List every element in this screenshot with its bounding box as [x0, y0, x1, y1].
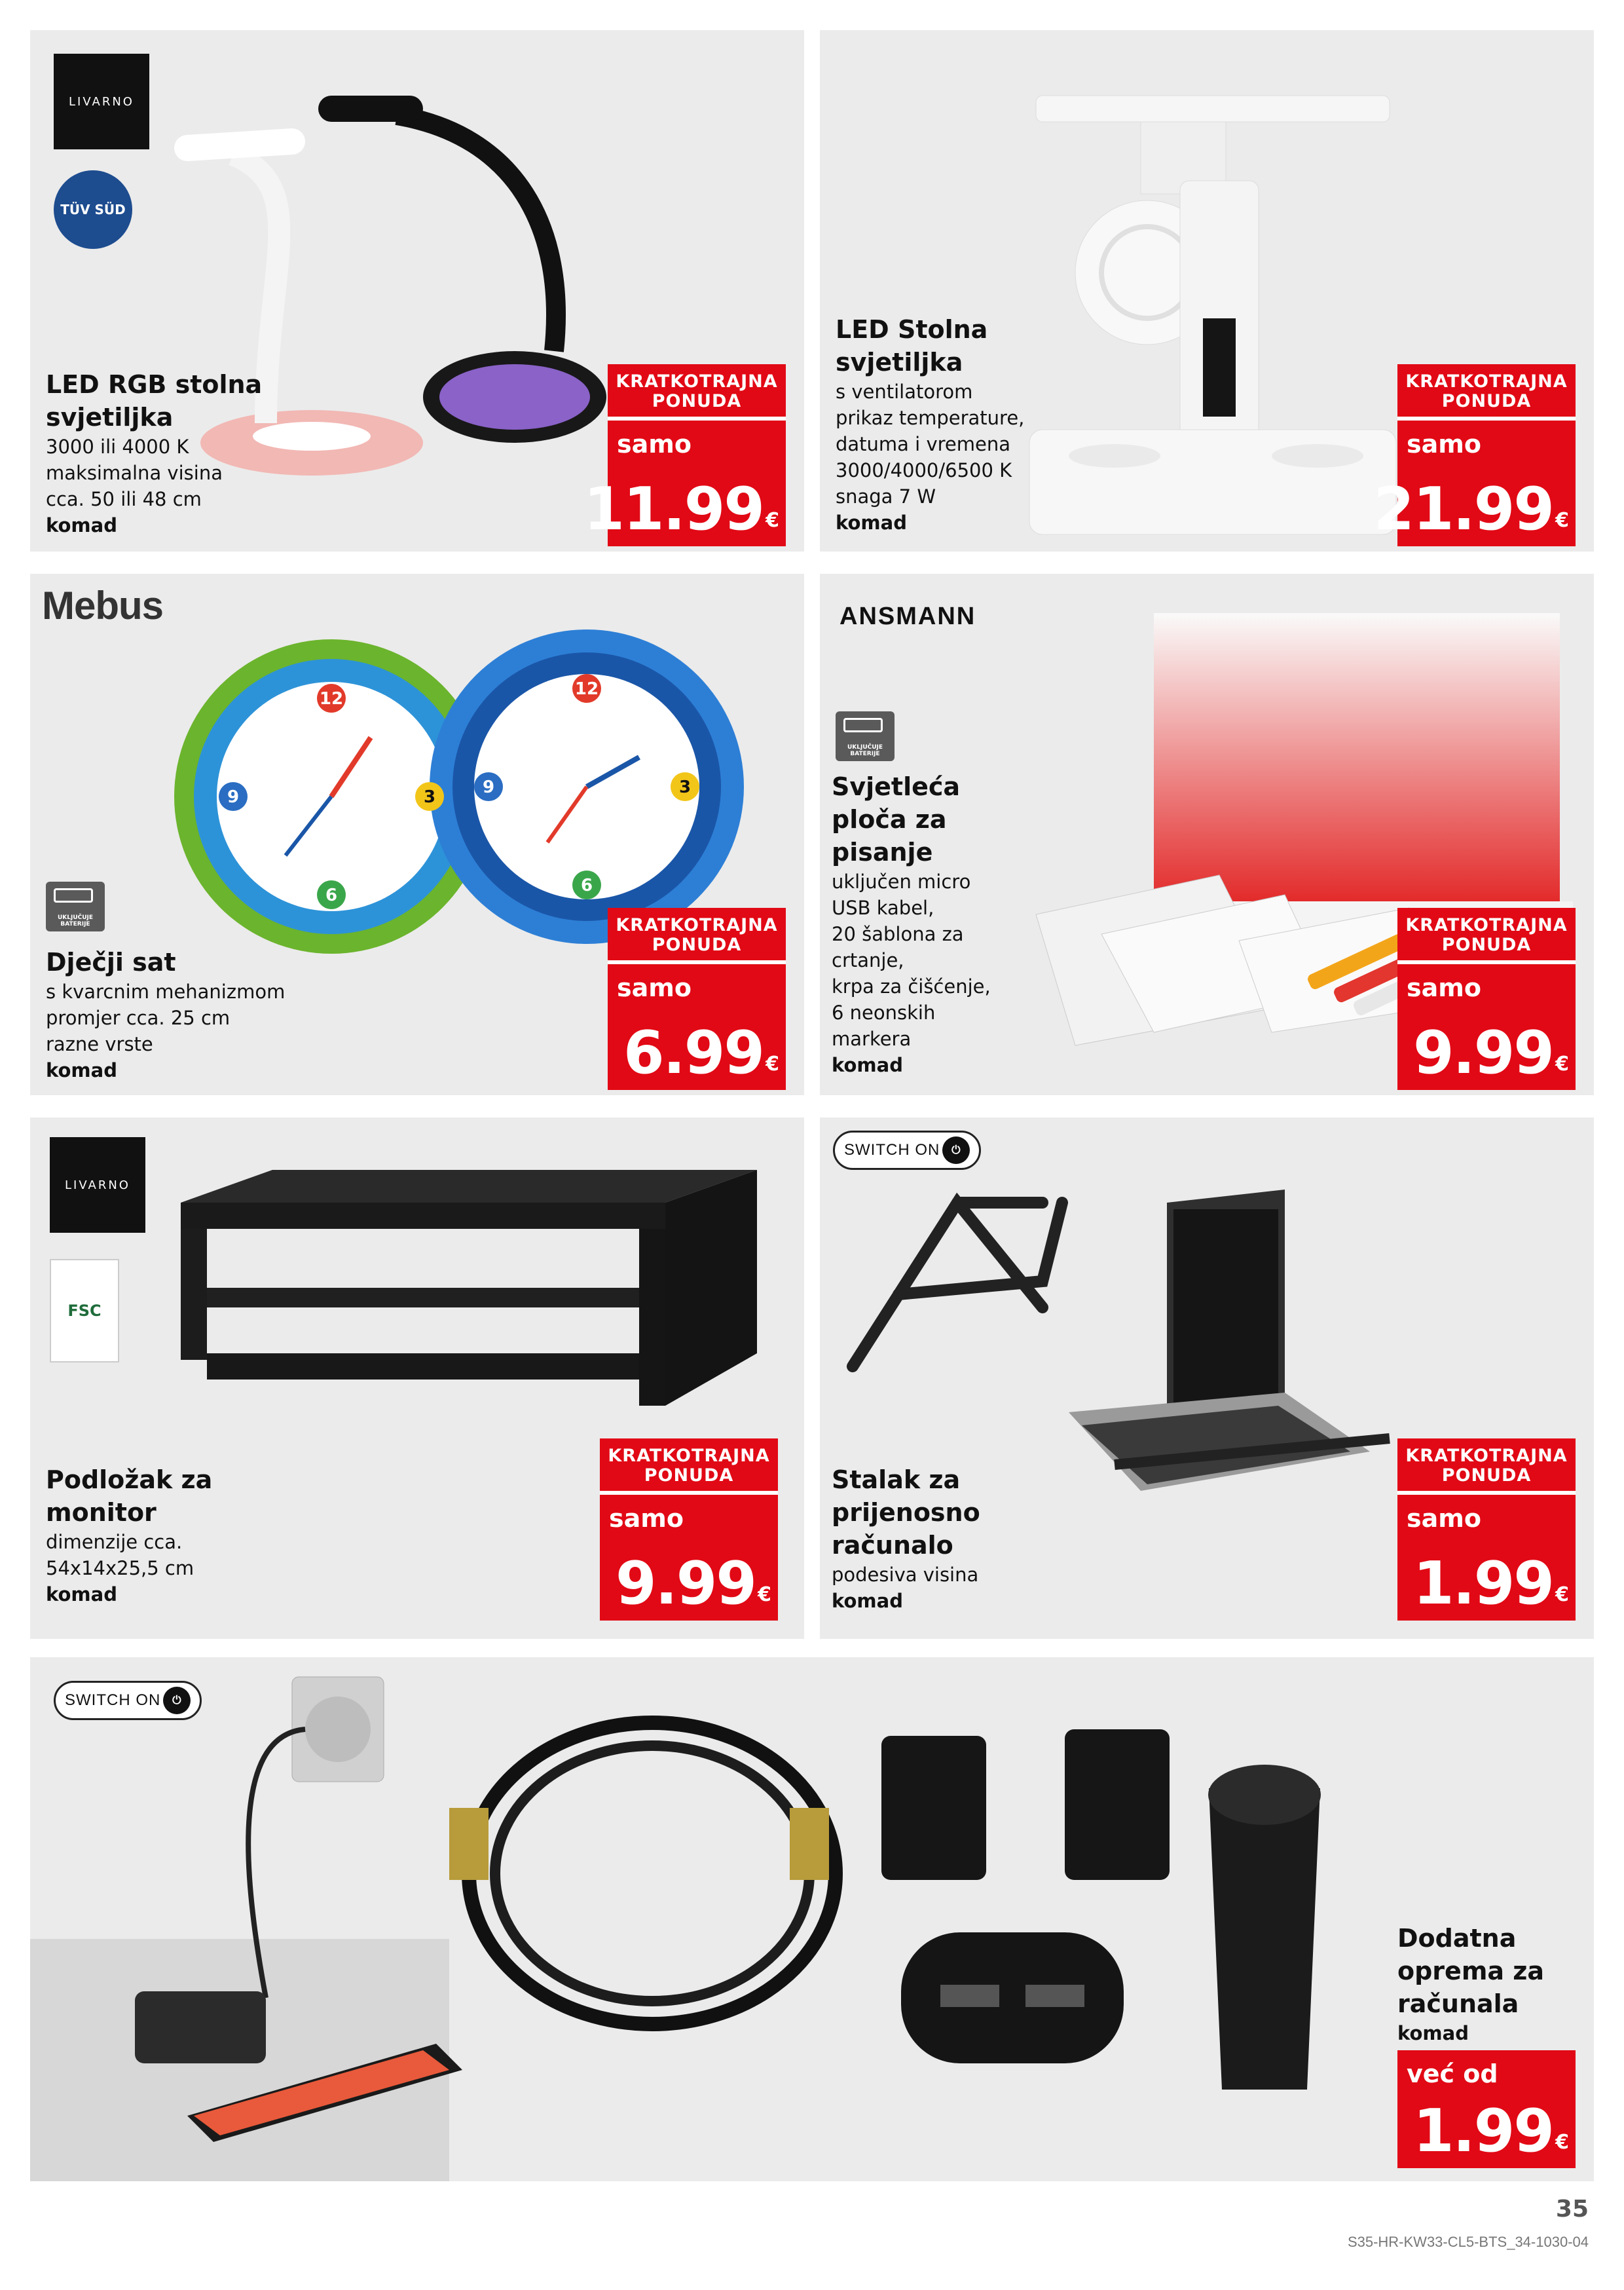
battery-included-icon: [46, 882, 105, 931]
product-unit: komad: [46, 1583, 117, 1605]
brand-logo: ANSMANN: [840, 603, 976, 630]
svg-text:3: 3: [423, 787, 436, 807]
product-desc-2: promjer cca. 25 cm: [46, 1007, 231, 1029]
price-box: [1397, 1495, 1576, 1621]
product-card-led-fan-lamp[interactable]: [820, 30, 1594, 552]
price-prefix: samo: [1407, 973, 1481, 1002]
product-title: LED Stolna svjetiljka: [836, 315, 988, 377]
product-title: Dječji sat: [46, 948, 176, 977]
price-box: [608, 964, 786, 1090]
price-prefix: samo: [617, 430, 692, 459]
price-tag: [1373, 364, 1576, 546]
price-value: 1.99: [1412, 2097, 1553, 2166]
price-box: [583, 421, 786, 546]
product-title: LED RGB stolna svjetiljka: [46, 370, 263, 432]
product-info: [46, 946, 321, 1083]
product-unit: komad: [832, 1054, 903, 1076]
price-value: 11.99: [583, 475, 764, 544]
currency-symbol: €: [1555, 1583, 1569, 1606]
product-desc-6: 6 neonskih: [832, 1002, 936, 1024]
brand-name: SWITCH ON: [844, 1141, 940, 1159]
product-unit: komad: [1397, 2022, 1469, 2044]
product-card-kids-clock[interactable]: [30, 574, 804, 1095]
product-desc-1: s kvarcnim mehanizmom: [46, 981, 286, 1003]
brand-logo: Mebus: [42, 584, 164, 628]
price-value: 9.99: [615, 1549, 756, 1618]
monitor-stand-image: [155, 1157, 796, 1458]
product-info: [1397, 1922, 1568, 2046]
product-info: [836, 313, 1084, 536]
currency-symbol: €: [1555, 1053, 1569, 1076]
badge-text: FSC: [67, 1302, 101, 1320]
product-info: [832, 1463, 1094, 1614]
battery-included-icon: [836, 711, 895, 761]
price-value: 6.99: [623, 1019, 764, 1087]
product-title: Dodatna oprema za računala: [1397, 1924, 1545, 2018]
tuv-badge-icon: [54, 170, 132, 249]
product-desc-2: maksimalna visina: [46, 462, 223, 484]
fsc-badge-icon: [50, 1259, 119, 1362]
product-card-computer-accessories[interactable]: [30, 1657, 1594, 2181]
price-box: [1397, 964, 1576, 1090]
brand-name: LIVARNO: [69, 94, 134, 109]
currency-symbol: €: [766, 509, 779, 532]
price-tag: [1397, 1438, 1576, 1621]
offer-label: KRATKOTRAJNA PONUDA: [1397, 908, 1576, 964]
product-desc-3: cca. 50 ili 48 cm: [46, 488, 202, 510]
price-prefix: već od: [1407, 2059, 1498, 2088]
badge-text: TÜV SÜD: [60, 202, 126, 217]
price-tag: [1397, 2050, 1576, 2168]
offer-label: KRATKOTRAJNA PONUDA: [608, 908, 786, 964]
product-desc-3: razne vrste: [46, 1033, 153, 1055]
svg-text:9: 9: [227, 787, 240, 807]
brand-logo: [50, 1137, 145, 1233]
brand-logo: [54, 54, 149, 149]
product-desc-4: crtanje,: [832, 949, 904, 971]
product-desc-1: podesiva visina: [832, 1564, 979, 1586]
price-box: [1373, 421, 1576, 546]
price-tag: [583, 364, 786, 546]
offer-label: KRATKOTRAJNA PONUDA: [600, 1438, 778, 1495]
page-code: S35-HR-KW33-CL5-BTS_34-1030-04: [1347, 2234, 1589, 2250]
product-unit: komad: [46, 514, 117, 536]
currency-symbol: €: [1555, 2131, 1569, 2154]
page-number: 35: [1555, 2196, 1589, 2223]
product-desc-1: uključen micro: [832, 871, 971, 893]
product-unit: komad: [832, 1590, 903, 1612]
price-tag: [1397, 908, 1576, 1090]
price-prefix: samo: [1407, 1504, 1481, 1533]
svg-text:6: 6: [325, 886, 338, 905]
price-value: 21.99: [1373, 475, 1553, 544]
price-prefix: samo: [617, 973, 692, 1002]
product-info: [832, 770, 1067, 1078]
price-value: 9.99: [1412, 1019, 1553, 1087]
product-card-led-writing-board[interactable]: [820, 574, 1594, 1095]
product-info: [46, 1463, 308, 1607]
offer-label: KRATKOTRAJNA PONUDA: [1397, 364, 1576, 421]
offer-label: KRATKOTRAJNA PONUDA: [1397, 1438, 1576, 1495]
product-desc-5: snaga 7 W: [836, 485, 936, 508]
currency-symbol: €: [758, 1583, 771, 1606]
brand-logo: [833, 1131, 981, 1170]
product-desc-7: markera: [832, 1028, 912, 1050]
product-title: Podložak za monitor: [46, 1465, 213, 1527]
price-prefix: samo: [1407, 430, 1481, 459]
product-desc-3: datuma i vremena: [836, 433, 1010, 455]
product-desc-1: s ventilatorom: [836, 381, 973, 403]
product-card-monitor-stand[interactable]: [30, 1117, 804, 1639]
price-tag: [608, 908, 786, 1090]
currency-symbol: €: [1555, 509, 1569, 532]
price-box: [600, 1495, 778, 1621]
svg-text:9: 9: [482, 778, 495, 797]
price-box: [1397, 2050, 1576, 2168]
product-title: Stalak za prijenosno računalo: [832, 1465, 980, 1560]
price-value: 1.99: [1412, 1549, 1553, 1618]
product-desc-1: dimenzije cca.: [46, 1531, 183, 1553]
battery-label: UKLJUČUJE BATERIJE: [57, 914, 94, 928]
product-desc-5: krpa za čišćenje,: [832, 975, 991, 998]
product-desc-1: 3000 ili 4000 K: [46, 436, 189, 458]
product-desc-3: 20 šablona za: [832, 923, 964, 945]
price-prefix: samo: [609, 1504, 684, 1533]
svg-text:6: 6: [580, 876, 593, 895]
battery-label: UKLJUČUJE BATERIJE: [847, 744, 883, 757]
product-card-led-rgb-lamp[interactable]: [30, 30, 804, 552]
accessories-image: [30, 1657, 1405, 2181]
power-icon: ⏻: [163, 1687, 191, 1714]
power-icon: ⏻: [942, 1136, 970, 1164]
product-card-laptop-stand[interactable]: [820, 1117, 1594, 1639]
product-title: Svjetleća ploča za pisanje: [832, 772, 961, 867]
product-info: [46, 368, 295, 538]
product-desc-2: USB kabel,: [832, 897, 934, 919]
price-tag: [600, 1438, 778, 1621]
svg-text:12: 12: [574, 679, 599, 699]
svg-text:12: 12: [319, 689, 344, 709]
product-unit: komad: [46, 1059, 117, 1081]
svg-text:3: 3: [678, 778, 692, 797]
product-desc-4: 3000/4000/6500 K: [836, 459, 1012, 481]
offer-label: KRATKOTRAJNA PONUDA: [608, 364, 786, 421]
product-unit: komad: [836, 512, 907, 534]
product-desc-2: 54x14x25,5 cm: [46, 1557, 194, 1579]
product-desc-2: prikaz temperature,: [836, 407, 1025, 429]
brand-name: LIVARNO: [65, 1178, 130, 1192]
currency-symbol: €: [766, 1053, 779, 1076]
brand-name: SWITCH ON: [65, 1691, 161, 1709]
